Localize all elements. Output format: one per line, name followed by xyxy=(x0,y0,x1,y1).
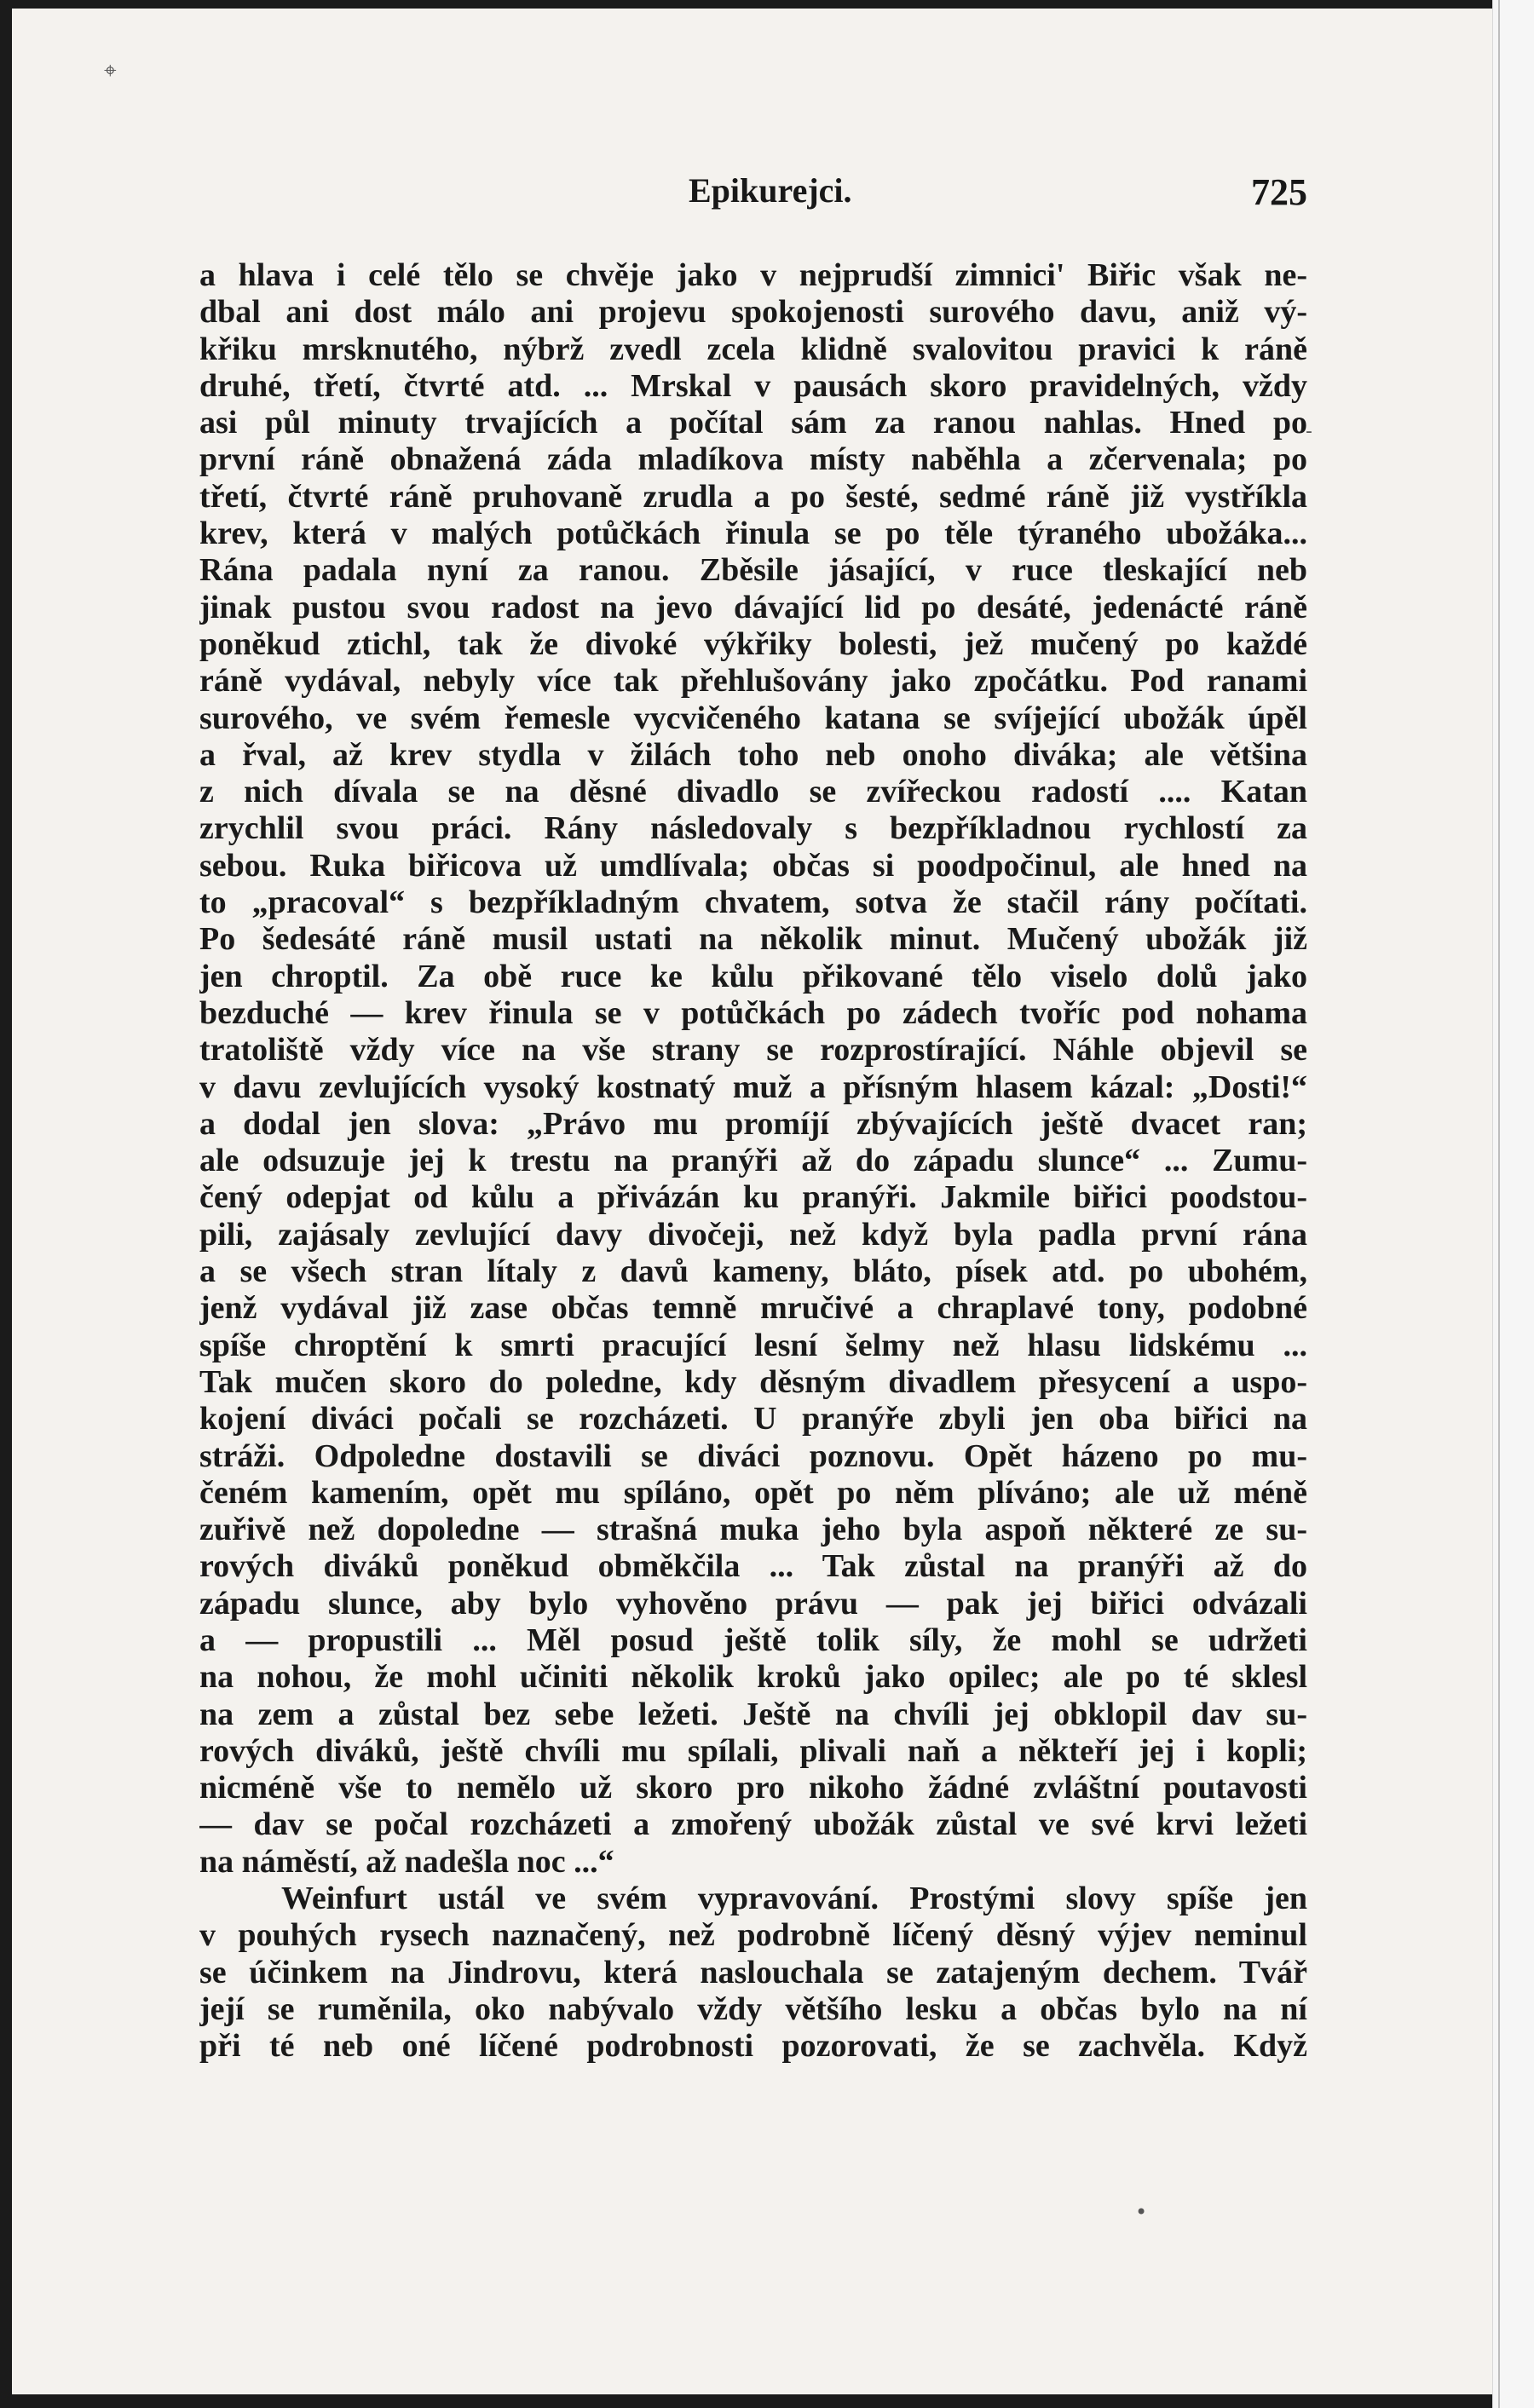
text-line: Tak mučen skoro do poledne, kdy děsným divadlem přesycení a uspo- xyxy=(199,1363,1307,1400)
text-line: čený odepjat od kůlu a přivázán ku pranýři. Jakmile biřici poodstou- xyxy=(199,1179,1307,1216)
paragraph-start-line: Weinfurt ustál ve svém vypravování. Prostými slovy spíše jen xyxy=(281,1881,1307,1917)
ink-mark-top-left: ⌖ xyxy=(104,58,117,84)
running-title: Epikurejci. xyxy=(689,171,852,210)
ink-dot-bottom: • xyxy=(1135,2200,1148,2224)
page-number: 725 xyxy=(1251,171,1307,213)
text-line: ráně vydával, nebyly více tak přehlušovány jako zpočátku. Pod ranami xyxy=(199,663,1307,700)
text-line: — dav se počal rozcházeti a zmořený ubožák zůstal ve své krvi ležeti xyxy=(199,1806,1307,1843)
text-line: bezduché — krev řinula se v potůčkách po zádech tvoříc pod nohama xyxy=(199,994,1307,1031)
text-line: její se ruměnila, oko nabývalo vždy většího lesku a občas bylo na ní xyxy=(199,1990,1307,2027)
text-line: v pouhých rysech naznačený, než podrobně líčený děsný výjev neminul xyxy=(199,1917,1307,1954)
text-line: západu slunce, aby bylo vyhověno právu — pak jej biřici odvázali xyxy=(199,1585,1307,1622)
text-line: na nohou, že mohl učiniti několik kroků jako opilec; ale po té sklesl xyxy=(199,1659,1307,1696)
text-line: dbal ani dost málo ani projevu spokojenosti surového davu, aniž vý- xyxy=(199,294,1307,331)
text-line: asi půl minuty trvajících a počítal sám za ranou nahlas. Hned po xyxy=(199,405,1307,441)
text-line: pili, zajásaly zevlující davy divočeji, než když byla padla první rána xyxy=(199,1216,1307,1253)
text-line: kojení diváci počali se rozcházeti. U pranýře zbyli jen oba biřici na xyxy=(199,1401,1307,1437)
ink-dot-margin: - xyxy=(1306,421,1312,442)
text-line: nicméně vše to nemělo už skoro pro nikoho žádné zvláštní poutavosti xyxy=(199,1770,1307,1806)
text-line: a — propustili ... Měl posud ještě tolik síly, že mohl se udržeti xyxy=(199,1622,1307,1658)
text-line: stráži. Odpoledne dostavili se diváci poznovu. Opět házeno po mu- xyxy=(199,1437,1307,1474)
body-text xyxy=(199,257,1307,2065)
text-line: sebou. Ruka biřicova už umdlívala; občas si poodpočinul, ale hned na xyxy=(199,847,1307,884)
text-line: Rána padala nyní za ranou. Zběsile jásající, v ruce tleskající neb xyxy=(199,552,1307,589)
text-line: v davu zevlujících vysoký kostnatý muž a přísným hlasem kázal: „Dosti!“ xyxy=(199,1069,1307,1105)
paragraph-end-line: na náměstí, až nadešla noc ...“ xyxy=(199,1843,614,1880)
text-line: čeném kamením, opět mu spíláno, opět po něm plíváno; ale už méně xyxy=(199,1474,1307,1511)
text-line: krev, která v malých potůčkách řinula se po těle týraného ubožáka... xyxy=(199,516,1307,552)
text-line: Po šedesáté ráně musil ustati na několik minut. Mučený ubožák již xyxy=(199,921,1307,958)
text-line: zuřivě než dopoledne — strašná muka jeho byla aspoň některé ze su- xyxy=(199,1512,1307,1548)
text-line: třetí, čtvrté ráně pruhovaně zrudla a po šesté, sedmé ráně již vystříkla xyxy=(199,478,1307,515)
text-line: jen chroptil. Za obě ruce ke kůlu přikované tělo viselo dolů jako xyxy=(199,958,1307,994)
text-line: druhé, třetí, čtvrté atd. ... Mrskal v pausách skoro pravidelných, vždy xyxy=(199,367,1307,404)
text-line: a dodal jen slova: „Právo mu promíjí zbývajících ještě dvacet ran; xyxy=(199,1105,1307,1142)
text-line: to „pracoval“ s bezpříkladným chvatem, sotva že stačil rány počítati. xyxy=(199,884,1307,921)
text-line: při té neb oné líčené podrobnosti pozorovati, že se zachvěla. Když xyxy=(199,2028,1307,2065)
text-line: ale odsuzuje jej k trestu na pranýři až do západu slunce“ ... Zumu- xyxy=(199,1143,1307,1179)
text-line: rových diváků, ještě chvíli mu spílali, plivali naň a někteří jej i kopli; xyxy=(199,1732,1307,1769)
text-line: a se všech stran lítaly z davů kameny, bláto, písek atd. po ubohém, xyxy=(199,1253,1307,1290)
book-page xyxy=(12,9,1493,2394)
text-line: z nich dívala se na děsné divadlo se zvířeckou radostí .... Katan xyxy=(199,774,1307,810)
text-line: křiku mrsknutého, nýbrž zvedl zcela klidně svalovitou pravici k ráně xyxy=(199,331,1307,367)
text-line: se účinkem na Jindrovu, která naslouchala se zatajeným dechem. Tvář xyxy=(199,1954,1307,1990)
scan-edge-line xyxy=(1498,0,1500,2408)
text-line: a řval, až krev stydla v žilách toho neb onoho diváka; ale většina xyxy=(199,736,1307,773)
text-line: poněkud ztichl, tak že divoké výkřiky bolesti, jež mučený po každé xyxy=(199,625,1307,662)
text-line: rových diváků poněkud obměkčila ... Tak zůstal na pranýři až do xyxy=(199,1548,1307,1585)
text-line: surového, ve svém řemesle vycvičeného katana se svíjející ubožák úpěl xyxy=(199,700,1307,736)
text-line: první ráně obnažená záda mladíkova místy naběhla a zčervenala; po xyxy=(199,441,1307,478)
scan-edge-strip xyxy=(1492,0,1534,2408)
text-line: tratoliště vždy více na vše strany se rozprostírající. Náhle objevil se xyxy=(199,1032,1307,1069)
text-line: na zem a zůstal bez sebe ležeti. Ještě na chvíli jej obklopil dav su- xyxy=(199,1696,1307,1732)
text-line: jenž vydával již zase občas temně mručivé a chraplavé tony, podobné xyxy=(199,1290,1307,1327)
text-line: zrychlil svou práci. Rány následovaly s bezpříkladnou rychlostí za xyxy=(199,810,1307,847)
text-line: spíše chroptění k smrti pracující lesní šelmy než hlasu lidskému ... xyxy=(199,1327,1307,1363)
text-line: jinak pustou svou radost na jevo dávající lid po desáté, jedenácté ráně xyxy=(199,589,1307,625)
text-line: a hlava i celé tělo se chvěje jako v nejprudší zimnici' Biřic však ne- xyxy=(199,257,1307,293)
